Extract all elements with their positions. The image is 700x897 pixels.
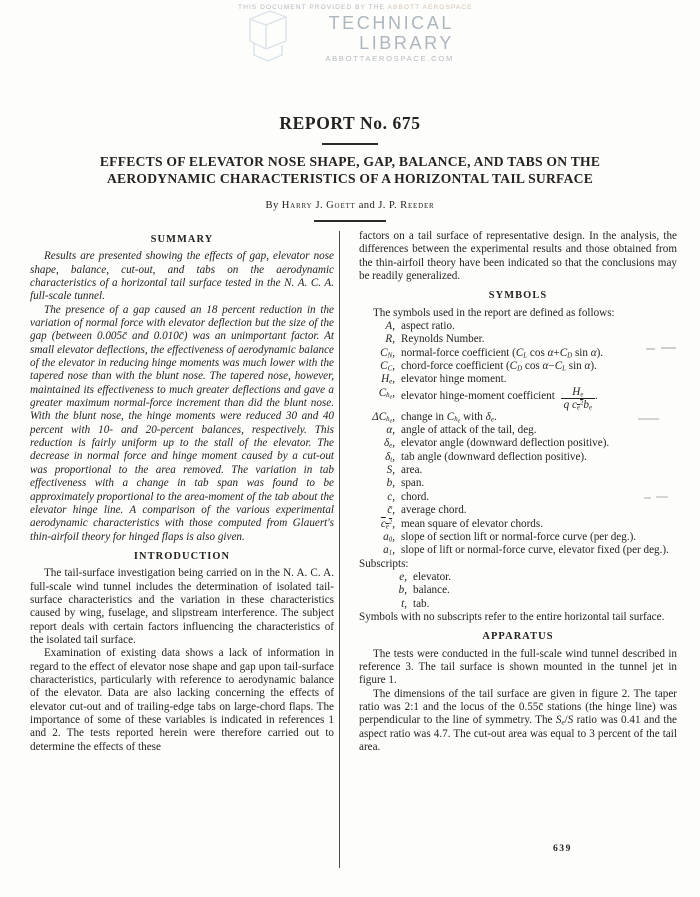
symbol-term: α, <box>386 424 395 437</box>
symbol-term: A, <box>385 320 395 333</box>
paragraph: The tail-surface investigation being carried on in the N. A. C. A. full-scale wind tunnel includes the determination of isolated tail-surface characteristics and the variation in these characteristics caused by wing, fuselage, and slipstream interference. The subject report deals with certain factors influencing the characteristics of the isolated tail surface. <box>30 567 334 646</box>
divider-rule <box>314 220 386 222</box>
symbol-definition: angle of attack of the tail, deg. <box>401 424 537 437</box>
summary-paragraphs <box>30 250 334 544</box>
symbol-term: b, <box>398 584 407 597</box>
symbol-definition-row <box>359 437 677 450</box>
symbol-definition-row <box>359 333 677 346</box>
subscript-definition-row <box>359 584 677 597</box>
symbol-definition-row <box>359 411 677 424</box>
symbol-definition-row <box>359 464 677 477</box>
report-title-line-2: AERODYNAMIC CHARACTERISTICS OF A HORIZONTAL TAIL SURFACE <box>106 171 594 187</box>
symbol-term: $a_1$, <box>383 544 395 557</box>
symbol-term: $C_C$, <box>380 360 395 373</box>
symbol-definition: elevator angle (downward deflection positive). <box>401 437 610 450</box>
section-heading-summary: SUMMARY <box>150 233 214 245</box>
symbol-definition-row <box>359 518 677 531</box>
section-heading-apparatus: APPARATUS <box>482 631 554 643</box>
symbol-definition: elevator hinge moment. <box>401 373 507 386</box>
symbol-definition: slope of lift or normal-force curve, elevator fixed (per deg.). <box>401 544 669 557</box>
scan-artifact <box>638 418 659 420</box>
symbol-term: $\delta_e$, <box>383 437 395 451</box>
symbol-definition-row <box>359 424 677 437</box>
watermark-brand: ABBOTT AEROSPACE <box>387 4 473 11</box>
symbol-term: $C_{h_e}$, <box>378 386 395 401</box>
symbol-term: R, <box>385 333 395 346</box>
section-heading-symbols: SYMBOLS <box>488 290 548 302</box>
subscript-definition-row <box>359 598 677 611</box>
continuation-paragraph: factors on a tail surface of representative design. In the analysis, the differences between the experimental results and those obtained from the thin-airfoil theory have been indicated so that the conclusions may be readily generalized. <box>359 229 677 283</box>
subscripts-label: Subscripts: <box>359 557 409 570</box>
symbol-definition: span. <box>401 477 425 490</box>
symbol-term: $\delta_t$, <box>385 450 395 464</box>
symbol-term: $c_e^2$, <box>380 517 395 531</box>
symbols-intro: The symbols used in the report are defined as follows: <box>373 306 615 319</box>
watermark-library-title: TECHNICAL LIBRARY <box>328 12 454 54</box>
symbol-definition: Reynolds Number. <box>401 333 485 346</box>
report-number: REPORT No. 675 <box>279 113 421 133</box>
introduction-paragraphs <box>30 567 334 754</box>
paragraph: Results are presented showing the effects of gap, elevator nose shape, balance, cut-out, and tabs on the aerodynamic characteristics of a horizontal tail surface tested in the N. A. C. A. full-scale tunnel. <box>30 250 334 303</box>
paragraph: The dimensions of the tail surface are given in figure 2. The taper ratio was 2:1 and the locus of the 0.55c̄ stations (the hinge line) was perpendicular to the line of symmetry. The $S_e/S$ ratio was 0.41 and the aspect ratio was 4.7. The cut-out area was equal to 3 percent of the tail area. <box>359 687 677 754</box>
subscripts-list <box>359 571 677 611</box>
symbol-definition-row <box>359 347 677 360</box>
symbol-term: e, <box>399 570 407 583</box>
symbol-term: c̄, <box>387 504 395 517</box>
byline: By Harry J. Goett and J. P. Reeder <box>265 199 435 211</box>
symbol-definition: chord. <box>401 490 430 503</box>
symbol-term: $H_e$, <box>381 373 395 387</box>
page-number: 639 <box>553 843 572 854</box>
symbol-definition-row <box>359 504 677 517</box>
scan-artifact <box>644 497 651 499</box>
symbol-term: b, <box>386 477 395 490</box>
scan-artifact <box>661 347 676 349</box>
symbol-definition-row <box>359 491 677 504</box>
symbol-definition: elevator. <box>413 570 452 583</box>
symbol-definition: tab angle (downward deflection positive). <box>401 450 587 463</box>
symbol-term: c, <box>387 490 395 503</box>
symbol-definition-row <box>359 360 677 373</box>
scan-artifact <box>656 496 668 498</box>
symbol-definition: elevator hinge-moment coefficient $\frac{H_e}{q c_e^2b_e}$ . <box>401 385 598 412</box>
symbol-definition-row <box>359 320 677 333</box>
abbott-aerospace-logo-icon <box>244 7 290 63</box>
symbol-term: $\Delta C_{h_e}$, <box>372 410 395 425</box>
scan-artifact <box>646 348 655 350</box>
symbol-definition: average chord. <box>401 504 467 517</box>
symbol-term: S, <box>386 464 395 477</box>
apparatus-paragraphs <box>359 648 677 755</box>
symbol-definition: change in $C_{h_e}$ with $\delta_e$. <box>401 410 497 425</box>
symbol-term: $a_0$, <box>383 530 395 544</box>
watermark-provided-prefix: THIS DOCUMENT PROVIDED BY THE <box>238 4 385 11</box>
symbol-definition-row <box>359 477 677 490</box>
right-column <box>359 230 677 754</box>
symbol-definition-row <box>359 373 677 386</box>
paragraph: The presence of a gap caused an 18 percent reduction in the variation of normal force with elevator deflection but the size of the gap (between 0.005c̄ and 0.010c̄) was an unimportant factor. At small elevator deflections, the effectiveness of aerodynamic balance of the elevator in reducing hinge moments was much lower with the tapered nose than with the blunt nose. The tapered nose, however, maintained its effectiveness to much greater deflections and gave a greater maximum normal-force increment than did the blunt nose. With the blunt nose, the hinge moments were reduced 30 and 40 percent with 10- and 20-percent balances, respectively. This reduction is fairly uniform up to the stall of the elevator. The decrease in normal force and hinge moment caused by a cut-out was proportional to the area removed. The variation in tab effectiveness with a change in tab span was found to be approximately proportional to the area-moment of the tab about the elevator hinge line. A comparison of the various experimental aerodynamic characteristics with those computed from Glauert's thin-airfoil theory for hinged flaps is also given. <box>30 303 334 543</box>
symbol-definition: aspect ratio. <box>401 320 455 333</box>
subscript-definition-row <box>359 571 677 584</box>
column-divider-rule <box>339 231 340 868</box>
symbol-definition: chord-force coefficient ($C_D$ $\cos \alpha-C_L$ sin α). <box>401 360 597 373</box>
symbol-definition: slope of section lift or normal-force curve (per deg.). <box>401 530 637 543</box>
watermark-website: ABBOTTAEROSPACE.COM <box>325 53 454 63</box>
report-title-line-1: EFFECTS OF ELEVATOR NOSE SHAPE, GAP, BALANCE, AND TABS ON THE <box>99 154 601 170</box>
divider-rule <box>322 143 378 145</box>
symbol-term: t, <box>401 597 407 610</box>
symbol-definition: area. <box>401 464 423 477</box>
symbol-definition-row <box>359 387 677 411</box>
watermark <box>238 4 473 64</box>
symbol-definition: tab. <box>413 597 430 610</box>
symbol-definition: normal-force coefficient ($C_L$ $\cos \alpha+C_D$ sin α). <box>401 346 604 360</box>
symbol-definition-row <box>359 531 677 544</box>
symbols-note: Symbols with no subscripts refer to the entire horizontal tail surface. <box>359 610 665 623</box>
body-columns <box>0 230 700 754</box>
report-title <box>0 154 700 188</box>
symbol-definition-row <box>359 451 677 464</box>
symbol-definition-row <box>359 544 677 557</box>
paragraph: Examination of existing data shows a lack of information in regard to the effect of elevator nose shape and gap upon tail-surface characteristics, particularly with reference to aerodynamic balance of the elevator. Data are also lacking concerning the effects of elevator cut-out and of trailing-edge tabs on large-chord flaps. The importance of some of these variables is indicated in references 1 and 2. The tests reported herein were therefore carried out to determine the effects of these <box>30 647 334 753</box>
symbol-term: $C_N$, <box>380 346 395 360</box>
paragraph: The tests were conducted in the full-scale wind tunnel described in reference 3. The tail surface is shown mounted in the tunnel jet in figure 1. <box>359 647 677 687</box>
symbols-list <box>359 320 677 558</box>
section-heading-introduction: INTRODUCTION <box>133 550 231 562</box>
symbol-definition: balance. <box>413 584 450 597</box>
left-column <box>30 230 334 754</box>
symbol-definition: mean square of elevator chords. <box>401 517 543 530</box>
